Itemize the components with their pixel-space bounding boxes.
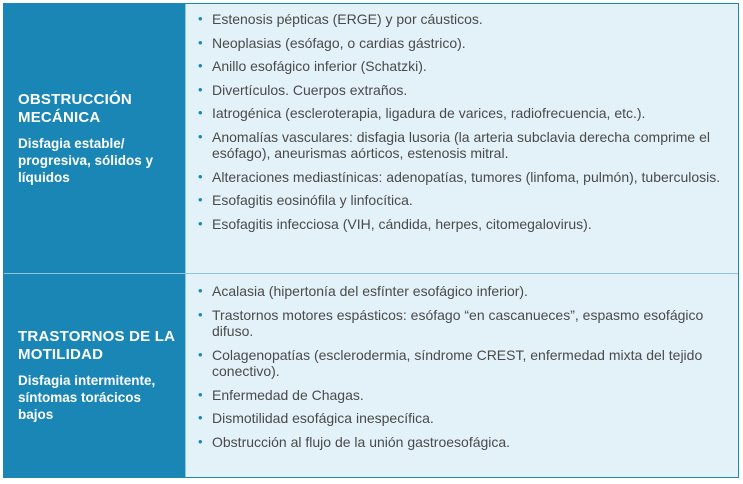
category-cell: [4, 4, 186, 273]
category-title: TRASTORNOS DE LA MOTILIDAD: [18, 328, 175, 363]
list-item: • Esofagitis eosinófila y linfocítica.: [198, 192, 413, 208]
category-title: OBSTRUCCIÓN MECÁNICA: [18, 91, 132, 126]
dysphagia-table: [3, 3, 739, 478]
list-item: • Acalasia (hipertonía del esfínter esofágico inferior).: [198, 283, 528, 299]
bullet-icon: •: [198, 81, 203, 97]
list-item: • Obstrucción al flujo de la unión gastroesofágica.: [198, 433, 511, 450]
bullet-icon: •: [198, 346, 203, 362]
bullet-icon: •: [198, 105, 203, 120]
causes-cell: [186, 4, 738, 273]
list-item: • Estenosis pépticas (ERGE) y por cáusticos.: [198, 11, 483, 27]
bullet-icon: •: [198, 283, 203, 298]
list-item: • Enfermedad de Chagas.: [198, 386, 364, 403]
bullet-icon: •: [198, 433, 203, 449]
bullet-icon: •: [198, 168, 203, 184]
table-row-motilidad: [4, 274, 738, 477]
causes-cell: [186, 274, 738, 477]
category-subtitle: Disfagia estable/ progresiva, sólidos y líquidos: [18, 136, 154, 185]
causes-list: [198, 11, 730, 232]
bullet-icon: •: [198, 386, 203, 402]
list-item: • Anillo esofágico inferior (Schatzki).: [198, 58, 427, 74]
list-item: • Iatrogénica (escleroterapia, ligadura de varices, radiofrecuencia, etc.).: [198, 105, 646, 121]
bullet-icon: •: [198, 215, 203, 231]
category-subtitle: Disfagia intermitente, síntomas torácicos bajos: [18, 373, 156, 422]
bullet-icon: •: [198, 34, 203, 50]
bullet-icon: •: [198, 11, 203, 26]
list-item: • Anomalías vasculares: disfagia lusoria (la arteria subclavia derecha comprime el esófago), aneurismas aórticos, estenosis mitral.: [198, 128, 711, 161]
list-item: • Colagenopatías (esclerodermia, síndrome CREST, enfermedad mixta del tejido conectivo).: [198, 346, 703, 379]
bullet-icon: •: [198, 306, 203, 322]
table-row-obstruccion: [4, 4, 738, 274]
bullet-icon: •: [198, 192, 203, 207]
bullet-icon: •: [198, 128, 203, 144]
bullet-icon: •: [198, 58, 203, 73]
list-item: • Esofagitis infecciosa (VIH, cándida, herpes, citomegalovirus).: [198, 215, 592, 232]
list-item: • Alteraciones mediastínicas: adenopatías, tumores (linfoma, pulmón), tuberculosis.: [198, 168, 721, 185]
list-item: • Dismotilidad esofágica inespecífica.: [198, 410, 434, 426]
list-item: • Divertículos. Cuerpos extraños.: [198, 81, 408, 98]
bullet-icon: •: [198, 410, 203, 425]
list-item: • Neoplasias (esófago, o cardias gástrico).: [198, 34, 466, 51]
category-cell: [4, 274, 186, 477]
list-item: • Trastornos motores espásticos: esófago “en cascanueces”, espasmo esofágico difuso.: [198, 306, 704, 339]
causes-list: [198, 283, 730, 450]
